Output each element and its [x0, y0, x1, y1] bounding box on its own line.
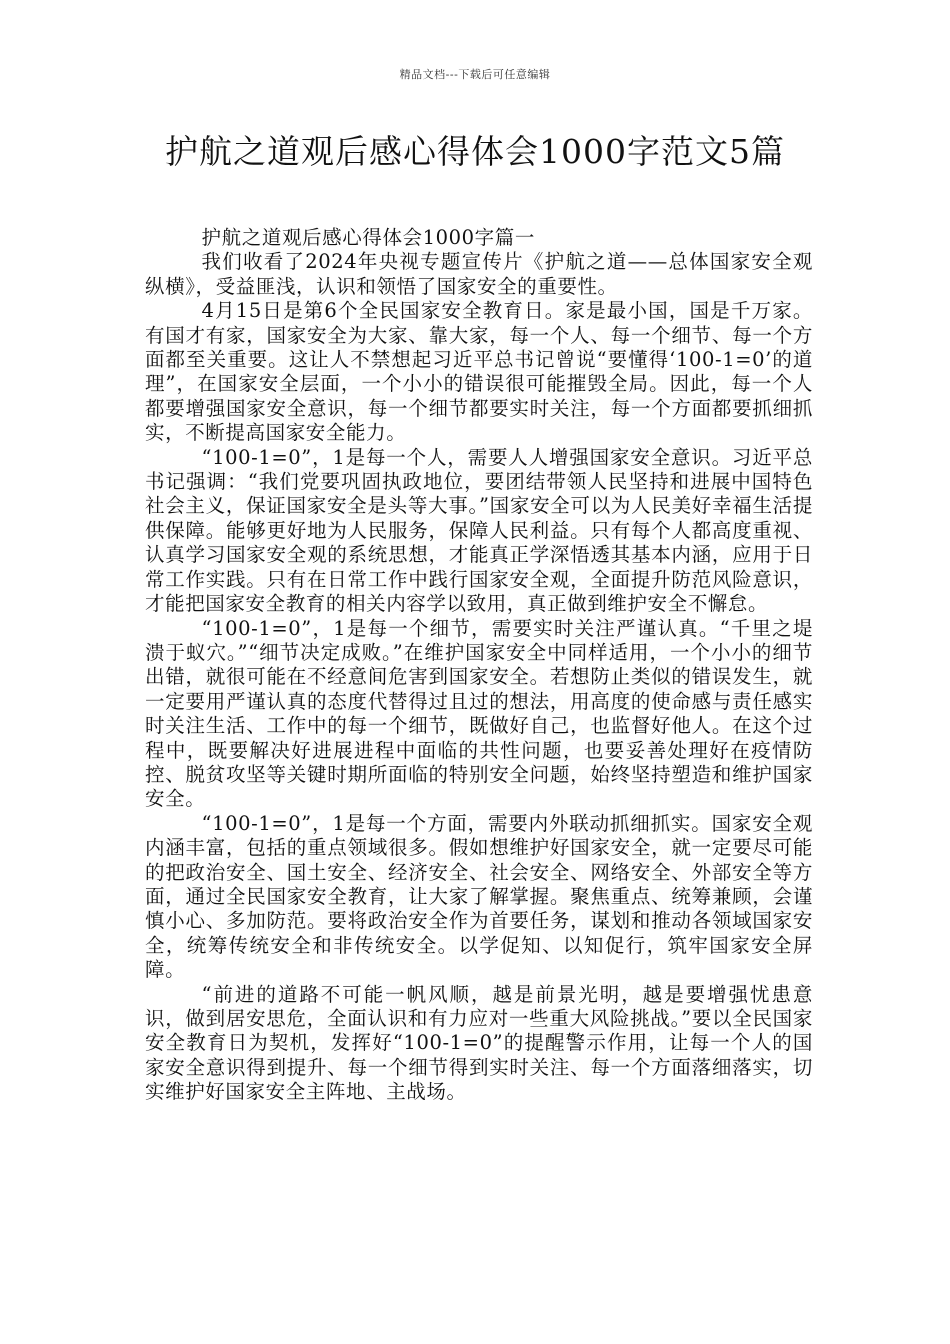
paragraph-conclusion: “前进的道路不可能一帆风顺，越是前景光明，越是要增强忧患意识，做到居安思危，全面认识和有力应对一些重大风险挑战。”要以全民国家安全教育日为契机，发挥好“100-1=0”的提醒警示作用，让每一个人的国家安全意识得到提升、每一个细节得到实时关注、每一个方面落细落实，切实维护好国家安全主阵地、主战场。: [145, 982, 813, 1104]
paragraph-every-aspect: “100-1=0”，1是每一个方面，需要内外联动抓细抓实。国家安全观内涵丰富，包括的重点领域很多。假如想维护好国家安全，就一定要尽可能的把政治安全、国土安全、经济安全、社会安全、网络安全、外部安全等方面，通过全民国家安全教育，让大家了解掌握。聚焦重点、统筹兼顾，会谨慎小心、多加防范。要将政治安全作为首要任务，谋划和推动各领域国家安全，统筹传统安全和非传统安全。以学促知、以知促行，筑牢国家安全屏障。: [145, 811, 813, 982]
paragraph-every-detail: “100-1=0”，1是每一个细节，需要实时关注严谨认真。“千里之堤溃于蚁穴。”“细节决定成败。”在维护国家安全中同样适用，一个小小的细节出错，就很可能在不经意间危害到国家安全。若想防止类似的错误发生，就一定要用严谨认真的态度代替得过且过的想法，用高度的使命感与责任感实时关注生活、工作中的每一个细节，既做好自己，也监督好他人。在这个过程中，既要解决好进展进程中面临的共性问题，也要妥善处理好在疫情防控、脱贫攻坚等关键时期所面临的特别安全问题，始终坚持塑造和维护国家安全。: [145, 616, 813, 811]
paragraph-education-day: 4月15日是第6个全民国家安全教育日。家是最小国，国是千万家。有国才有家，国家安全为大家、靠大家，每一个人、每一个细节、每一个方面都至关重要。这让人不禁想起习近平总书记曾说“要懂得‘100-1=0’的道理”，在国家安全层面，一个小小的错误很可能摧毁全局。因此，每一个人都要增强国家安全意识，每一个细节都要实时关注，每一个方面都要抓细抓实，不断提高国家安全能力。: [145, 299, 813, 445]
document-body: [145, 226, 813, 1105]
document-title: 护航之道观后感心得体会1000字范文5篇: [165, 132, 785, 171]
paragraph-intro: 我们收看了2024年央视专题宣传片《护航之道——总体国家安全观纵横》，受益匪浅，认识和领悟了国家安全的重要性。: [145, 250, 813, 298]
header-note: 精品文档---下载后可任意编辑: [399, 68, 551, 81]
paragraph-every-person: “100-1=0”，1是每一个人，需要人人增强国家安全意识。习近平总书记强调：“我们党要巩固执政地位，要团结带领人民坚持和进展中国特色社会主义，保证国家安全是头等大事。”国家安全可以为人民美好幸福生活提供保障。能够更好地为人民服务，保障人民利益。只有每个人都高度重视、认真学习国家安全观的系统思想，才能真正学深悟透其基本内涵，应用于日常工作实践。只有在日常工作中践行国家安全观，全面提升防范风险意识，才能把国家安全教育的相关内容学以致用，真正做到维护安全不懈怠。: [145, 445, 813, 616]
section-title: 护航之道观后感心得体会1000字篇一: [201, 226, 535, 249]
